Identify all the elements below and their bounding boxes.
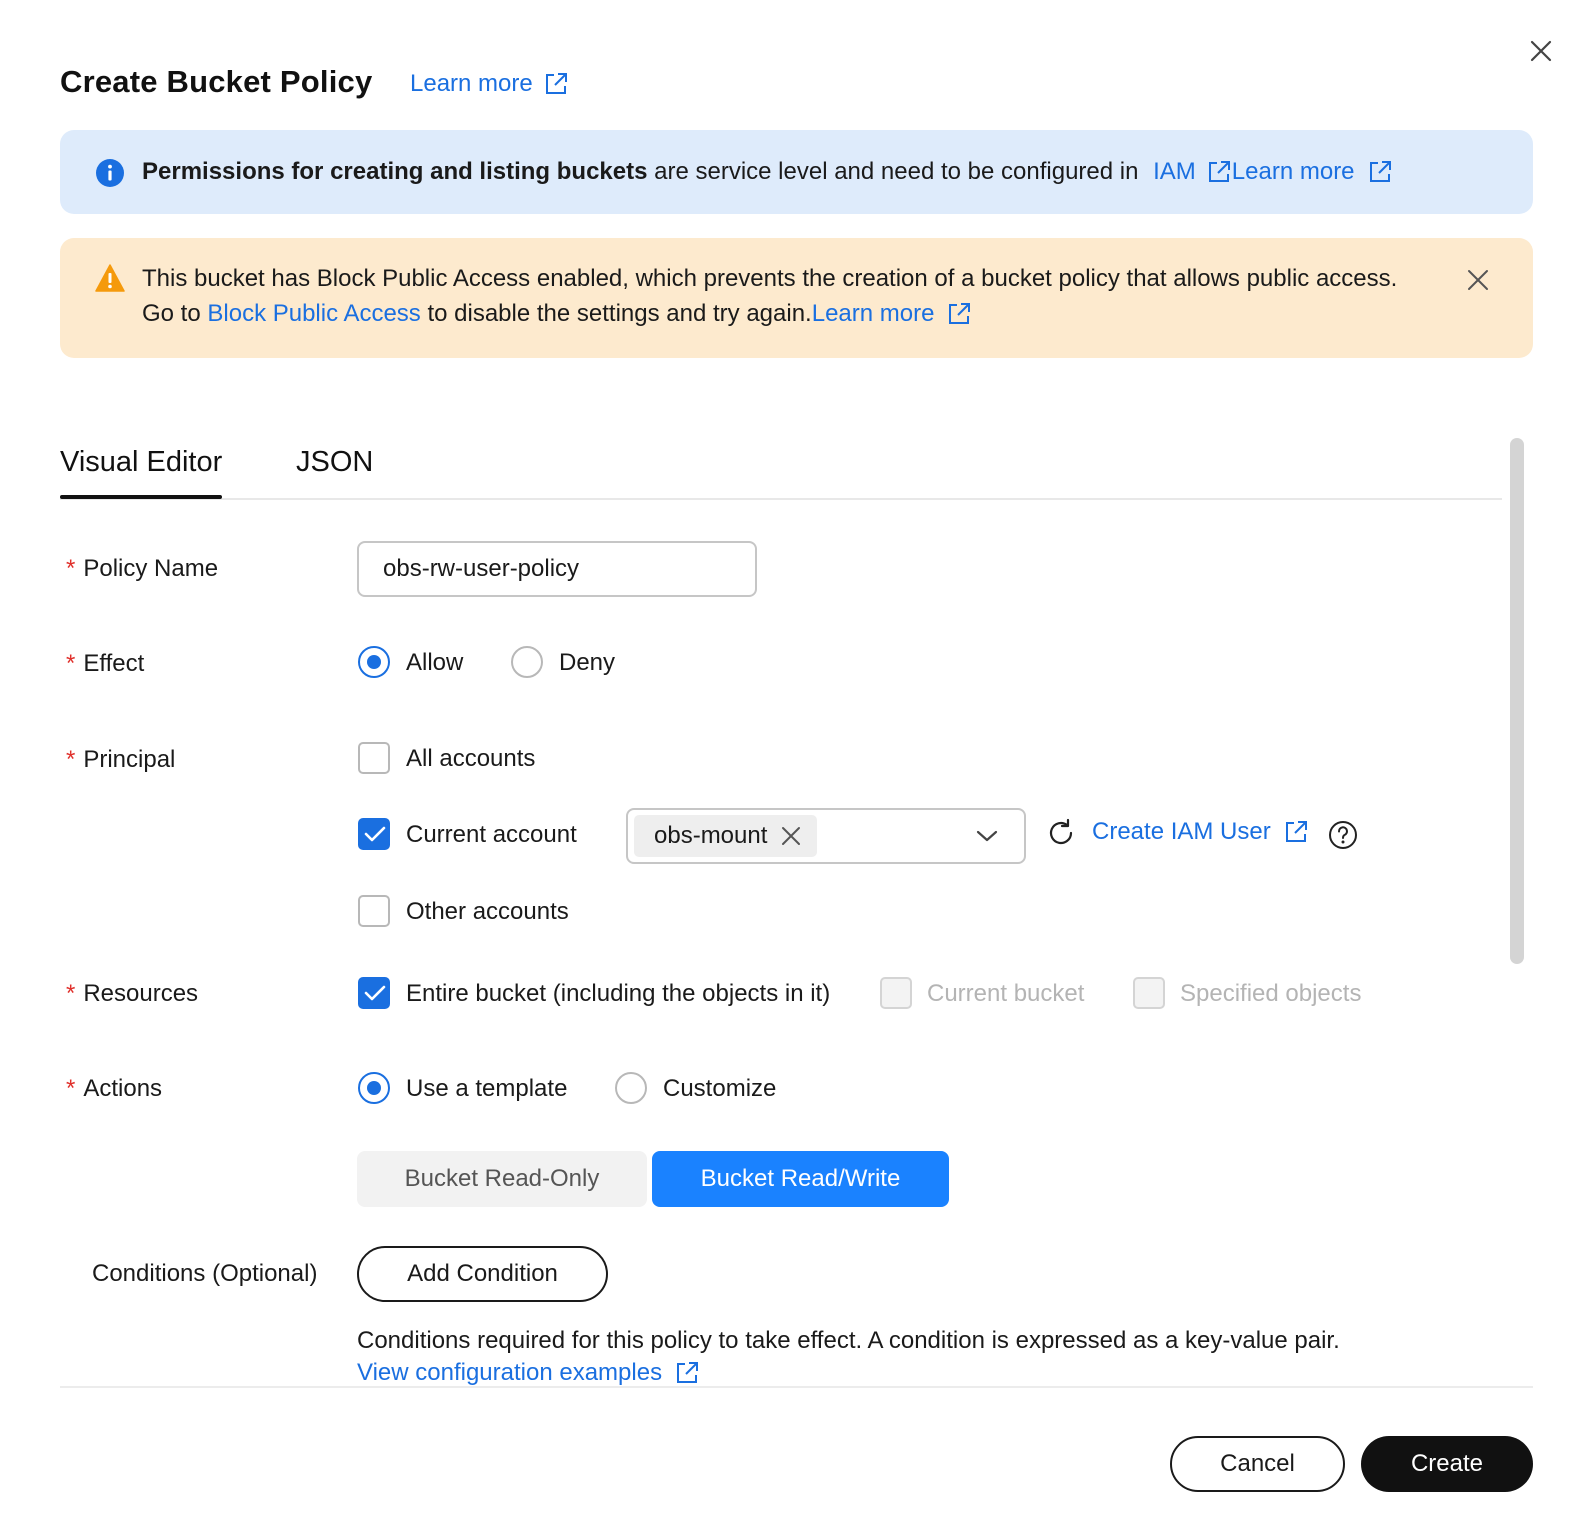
bucket-read-write-button[interactable]: Bucket Read/Write bbox=[652, 1151, 949, 1207]
warning-line2 bbox=[142, 300, 972, 328]
external-link-icon bbox=[946, 301, 972, 327]
actions-label bbox=[66, 1075, 162, 1103]
check-icon bbox=[364, 825, 386, 843]
conditions-description: Conditions required for this policy to take effect. A condition is expressed as a key-value pair. bbox=[357, 1327, 1340, 1354]
warning-learn-more-link[interactable]: Learn more bbox=[811, 300, 935, 327]
current-bucket-checkbox bbox=[880, 977, 912, 1009]
customize-radio[interactable] bbox=[615, 1072, 647, 1104]
all-accounts-checkbox[interactable] bbox=[358, 742, 390, 774]
warning-prefix: Go to bbox=[142, 300, 208, 327]
remove-chip-icon[interactable] bbox=[781, 826, 801, 846]
warning-icon bbox=[95, 264, 125, 292]
close-icon[interactable] bbox=[1466, 268, 1490, 292]
check-icon bbox=[364, 984, 386, 1002]
required-mark: * bbox=[66, 555, 76, 582]
info-icon bbox=[95, 158, 125, 188]
specified-objects-checkbox bbox=[1133, 977, 1165, 1009]
policy-name-input[interactable]: obs-rw-user-policy bbox=[357, 541, 757, 597]
info-banner bbox=[60, 130, 1533, 214]
learn-more-label[interactable]: Learn more bbox=[410, 70, 533, 97]
footer-divider bbox=[60, 1386, 1533, 1388]
current-account-checkbox[interactable] bbox=[358, 818, 390, 850]
entire-bucket-checkbox[interactable] bbox=[358, 977, 390, 1009]
current-account-label[interactable]: Current account bbox=[406, 821, 577, 848]
policy-name-label bbox=[66, 555, 218, 583]
info-text bbox=[142, 158, 1393, 186]
close-icon[interactable] bbox=[1526, 36, 1556, 66]
effect-label-text: Effect bbox=[83, 650, 145, 677]
editor-tabs bbox=[60, 440, 1502, 500]
info-bold-text: Permissions for creating and listing buckets bbox=[142, 158, 648, 185]
create-button[interactable]: Create bbox=[1361, 1436, 1533, 1492]
block-public-access-link[interactable]: Block Public Access bbox=[207, 300, 421, 327]
external-link-icon bbox=[1283, 819, 1309, 845]
other-accounts-checkbox[interactable] bbox=[358, 895, 390, 927]
conditions-label: Conditions (Optional) bbox=[92, 1260, 318, 1287]
specified-objects-label: Specified objects bbox=[1180, 980, 1362, 1007]
scrollbar[interactable] bbox=[1510, 438, 1524, 964]
required-mark: * bbox=[66, 746, 76, 773]
tab-json[interactable]: JSON bbox=[296, 446, 374, 478]
external-link-icon bbox=[674, 1360, 700, 1386]
effect-label bbox=[66, 650, 144, 678]
cancel-button[interactable]: Cancel bbox=[1170, 1436, 1345, 1492]
current-bucket-label: Current bucket bbox=[927, 980, 1085, 1007]
chevron-down-icon[interactable] bbox=[976, 828, 998, 844]
warning-suffix: to disable the settings and try again. bbox=[420, 300, 812, 327]
external-link-icon bbox=[1367, 159, 1393, 185]
required-mark: * bbox=[66, 980, 76, 1007]
create-iam-user-label[interactable]: Create IAM User bbox=[1092, 818, 1271, 845]
use-template-label[interactable]: Use a template bbox=[406, 1075, 568, 1102]
warning-line1: This bucket has Block Public Access enabled, which prevents the creation of a bucket policy that allows public access. bbox=[142, 265, 1398, 292]
bucket-read-only-button[interactable]: Bucket Read-Only bbox=[357, 1151, 647, 1207]
add-condition-button[interactable]: Add Condition bbox=[357, 1246, 608, 1302]
create-iam-user-link[interactable] bbox=[1092, 818, 1309, 846]
principal-label-text: Principal bbox=[83, 746, 176, 773]
external-link-icon bbox=[543, 71, 569, 97]
principal-label bbox=[66, 746, 175, 774]
effect-allow-label[interactable]: Allow bbox=[406, 649, 464, 676]
required-mark: * bbox=[66, 650, 76, 677]
help-icon[interactable] bbox=[1328, 820, 1358, 850]
info-body-text: are service level and need to be configured in bbox=[647, 158, 1146, 185]
entire-bucket-label[interactable]: Entire bucket (including the objects in it) bbox=[406, 980, 831, 1007]
view-examples-label[interactable]: View configuration examples bbox=[357, 1359, 663, 1386]
policy-name-label-text: Policy Name bbox=[83, 555, 219, 582]
dialog-title: Create Bucket Policy bbox=[60, 64, 373, 99]
effect-allow-radio[interactable] bbox=[358, 646, 390, 678]
required-mark: * bbox=[66, 1075, 76, 1102]
chip-label: obs-mount bbox=[654, 822, 768, 849]
info-learn-more-link[interactable]: Learn more bbox=[1231, 158, 1355, 185]
warning-banner bbox=[60, 238, 1533, 358]
all-accounts-label[interactable]: All accounts bbox=[406, 745, 536, 772]
actions-label-text: Actions bbox=[83, 1075, 163, 1102]
external-link-icon bbox=[1206, 159, 1232, 185]
resources-label bbox=[66, 980, 198, 1008]
effect-deny-radio[interactable] bbox=[511, 646, 543, 678]
other-accounts-label[interactable]: Other accounts bbox=[406, 898, 569, 925]
effect-deny-label[interactable]: Deny bbox=[559, 649, 616, 676]
resources-label-text: Resources bbox=[83, 980, 199, 1007]
title-learn-more-link[interactable] bbox=[410, 70, 569, 98]
use-template-radio[interactable] bbox=[358, 1072, 390, 1104]
customize-label[interactable]: Customize bbox=[663, 1075, 777, 1102]
view-examples-link[interactable] bbox=[357, 1359, 700, 1387]
iam-link[interactable]: IAM bbox=[1153, 158, 1196, 185]
account-select[interactable] bbox=[626, 808, 1026, 864]
selected-account-chip bbox=[634, 815, 817, 857]
refresh-icon[interactable] bbox=[1046, 818, 1076, 848]
tab-visual-editor[interactable]: Visual Editor bbox=[60, 446, 223, 478]
